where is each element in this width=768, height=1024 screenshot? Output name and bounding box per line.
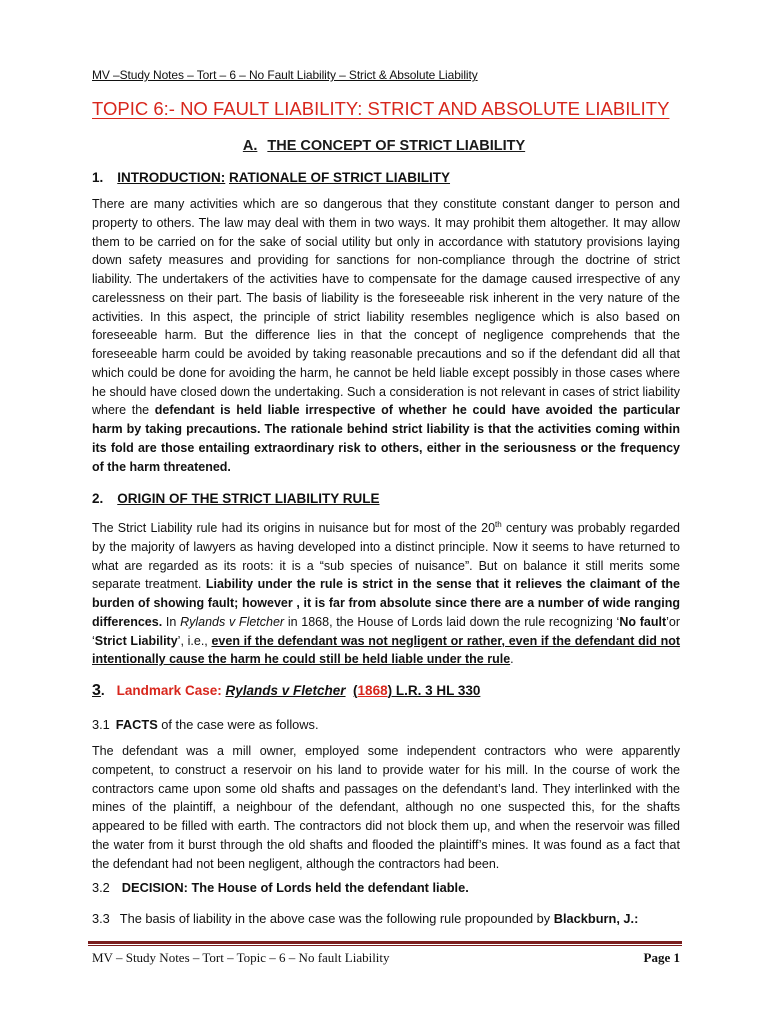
decision-number: 3.2 xyxy=(92,880,110,895)
section-3-number: 3 xyxy=(92,682,101,699)
section-2-title: ORIGIN OF THE STRICT LIABILITY RULE xyxy=(117,491,380,506)
strict-liability-term: Strict Liability xyxy=(94,633,178,648)
citation-rest: ) L.R. 3 HL 330 xyxy=(387,683,481,698)
origin-text-b: century was probably regarded by the majority of lawyers as having developed into a distinct principle. Now it seems to have returned to what are regarded as its roots: it is a “sub species of nuisance”. But on balance it still merits some separate treatment. xyxy=(92,521,680,592)
landmark-case-heading xyxy=(92,682,480,700)
running-header: MV –Study Notes – Tort – 6 – No Fault Liability – Strict & Absolute Liability xyxy=(92,68,478,82)
basis-text: The basis of liability in the above case was the following rule propounded by xyxy=(119,911,554,926)
section-1-title: RATIONALE OF STRICT LIABILITY xyxy=(229,170,451,185)
citation-year: 1868 xyxy=(357,683,388,698)
case-name-italic: Rylands v Fletcher xyxy=(180,614,285,629)
topic-number: TOPIC 6 xyxy=(92,98,164,119)
page-number: Page 1 xyxy=(643,950,680,965)
section-2-heading xyxy=(92,491,380,506)
facts-number: 3.1 xyxy=(92,717,110,732)
origin-text-d: in 1868, the House of Lords laid down the rule recognizing ‘ xyxy=(284,614,620,629)
origin-text-e: ’or ‘ xyxy=(92,614,681,648)
origin-text-a: The Strict Liability rule had its origins in nuisance but for most of the 20 xyxy=(92,521,496,536)
basis-number: 3.3 xyxy=(92,911,110,926)
section-a-title: THE CONCEPT OF STRICT LIABILITY xyxy=(267,138,526,154)
landmark-label: Landmark Case: xyxy=(116,683,222,698)
facts-rest: of the case were as follows. xyxy=(157,717,319,732)
origin-text-f: ’, i.e., xyxy=(177,633,212,648)
section-3-dot: . xyxy=(100,683,105,698)
section-1-heading xyxy=(92,170,450,185)
section-a-heading xyxy=(0,138,768,154)
facts-paragraph: The defendant was a mill owner, employed some independent contractors who were apparently competent, to construct a reservoir on his land to provide water for his mill. In the course of work the contractors came upon some old shafts and passages on the defendant’s land. They interlinked with the mines of the plaintiff, a neighbour of the defendant, although no one suspected this, for the shafts appeared to be filled with earth. The contractors did not block them up, and when the reservoir was filled the water from it burst through the old shafts and flooded the plaintiff’s mines. It was found as a fact that the defendant had not been negligent, although the contractors had been. xyxy=(92,744,680,871)
topic-title: :- NO FAULT LIABILITY: STRICT AND ABSOLUTE LIABILITY xyxy=(163,98,670,119)
origin-text-c: In xyxy=(162,614,181,629)
footer-rule-thick xyxy=(88,941,682,944)
origin-bold-text: Liability under the rule is strict in the sense that it relieves the claimant of the burden of showing fault; however , it is far from absolute since there are a number of wide ranging differences. xyxy=(92,577,680,629)
section-1-label: INTRODUCTION: xyxy=(117,170,226,185)
basis-line xyxy=(92,911,638,926)
citation-open: ( xyxy=(353,683,358,698)
origin-text-end: . xyxy=(510,652,514,667)
section-2-number: 2. xyxy=(92,491,104,506)
topic-heading xyxy=(92,98,669,120)
footer-rule-thin xyxy=(88,945,682,946)
no-fault-term: No fault xyxy=(619,614,667,629)
facts-label: FACTS xyxy=(115,717,158,732)
decision-line xyxy=(92,880,469,895)
superscript-th: th xyxy=(495,520,502,529)
introduction-paragraph xyxy=(92,195,680,476)
underlined-rule-text: even if the defendant was not negligent or rather, even if the defendant did not intentionally cause the harm he could still be held liable under the rule xyxy=(92,633,681,667)
decision-text: DECISION: The House of Lords held the defendant liable. xyxy=(121,880,469,895)
origin-paragraph xyxy=(92,516,680,669)
facts-heading xyxy=(92,717,319,732)
intro-bold-text: defendant is held liable irrespective of whether he could have avoided the particular harm by taking precautions. The rationale behind strict liability is that the activities coming within its fold are those entailing extraordinary risk to others, either in the seriousness or the frequency of the harm threatened. xyxy=(92,403,680,474)
landmark-case-name: Rylands v Fletcher xyxy=(225,683,346,698)
footer-title: MV – Study Notes – Tort – Topic – 6 – No fault Liability xyxy=(92,950,390,965)
intro-text: There are many activities which are so dangerous that they constitute constant danger to person and property to others. The law may deal with them in two ways. It may prohibit them altogether. It may allow them to be carried on for the sake of social utility but only in accordance with statutory provisions laying down safety measures and providing for sanctions for non-compliance through the doctrine of strict liability. The undertakers of the activities have to compensate for the damage caused irrespective of any carelessness on their part. The basis of liability is the foreseeable risk inherent in the very nature of the activities. In this aspect, the principle of strict liability resembles negligence which is also based on foreseeable harm. But the difference lies in that the concept of negligence comprehends that the foreseeable harm could be avoided by taking reasonable precautions and so if the defendant did all that which could be done for avoiding the harm, he cannot be held liable except possibly in those cases where he should have closed down the undertaking. Such a consideration is not relevant in cases of strict liability where the xyxy=(92,197,680,418)
section-a-letter: A. xyxy=(242,138,258,154)
judge-name: Blackburn, J.: xyxy=(553,911,639,926)
section-1-number: 1. xyxy=(92,170,104,185)
